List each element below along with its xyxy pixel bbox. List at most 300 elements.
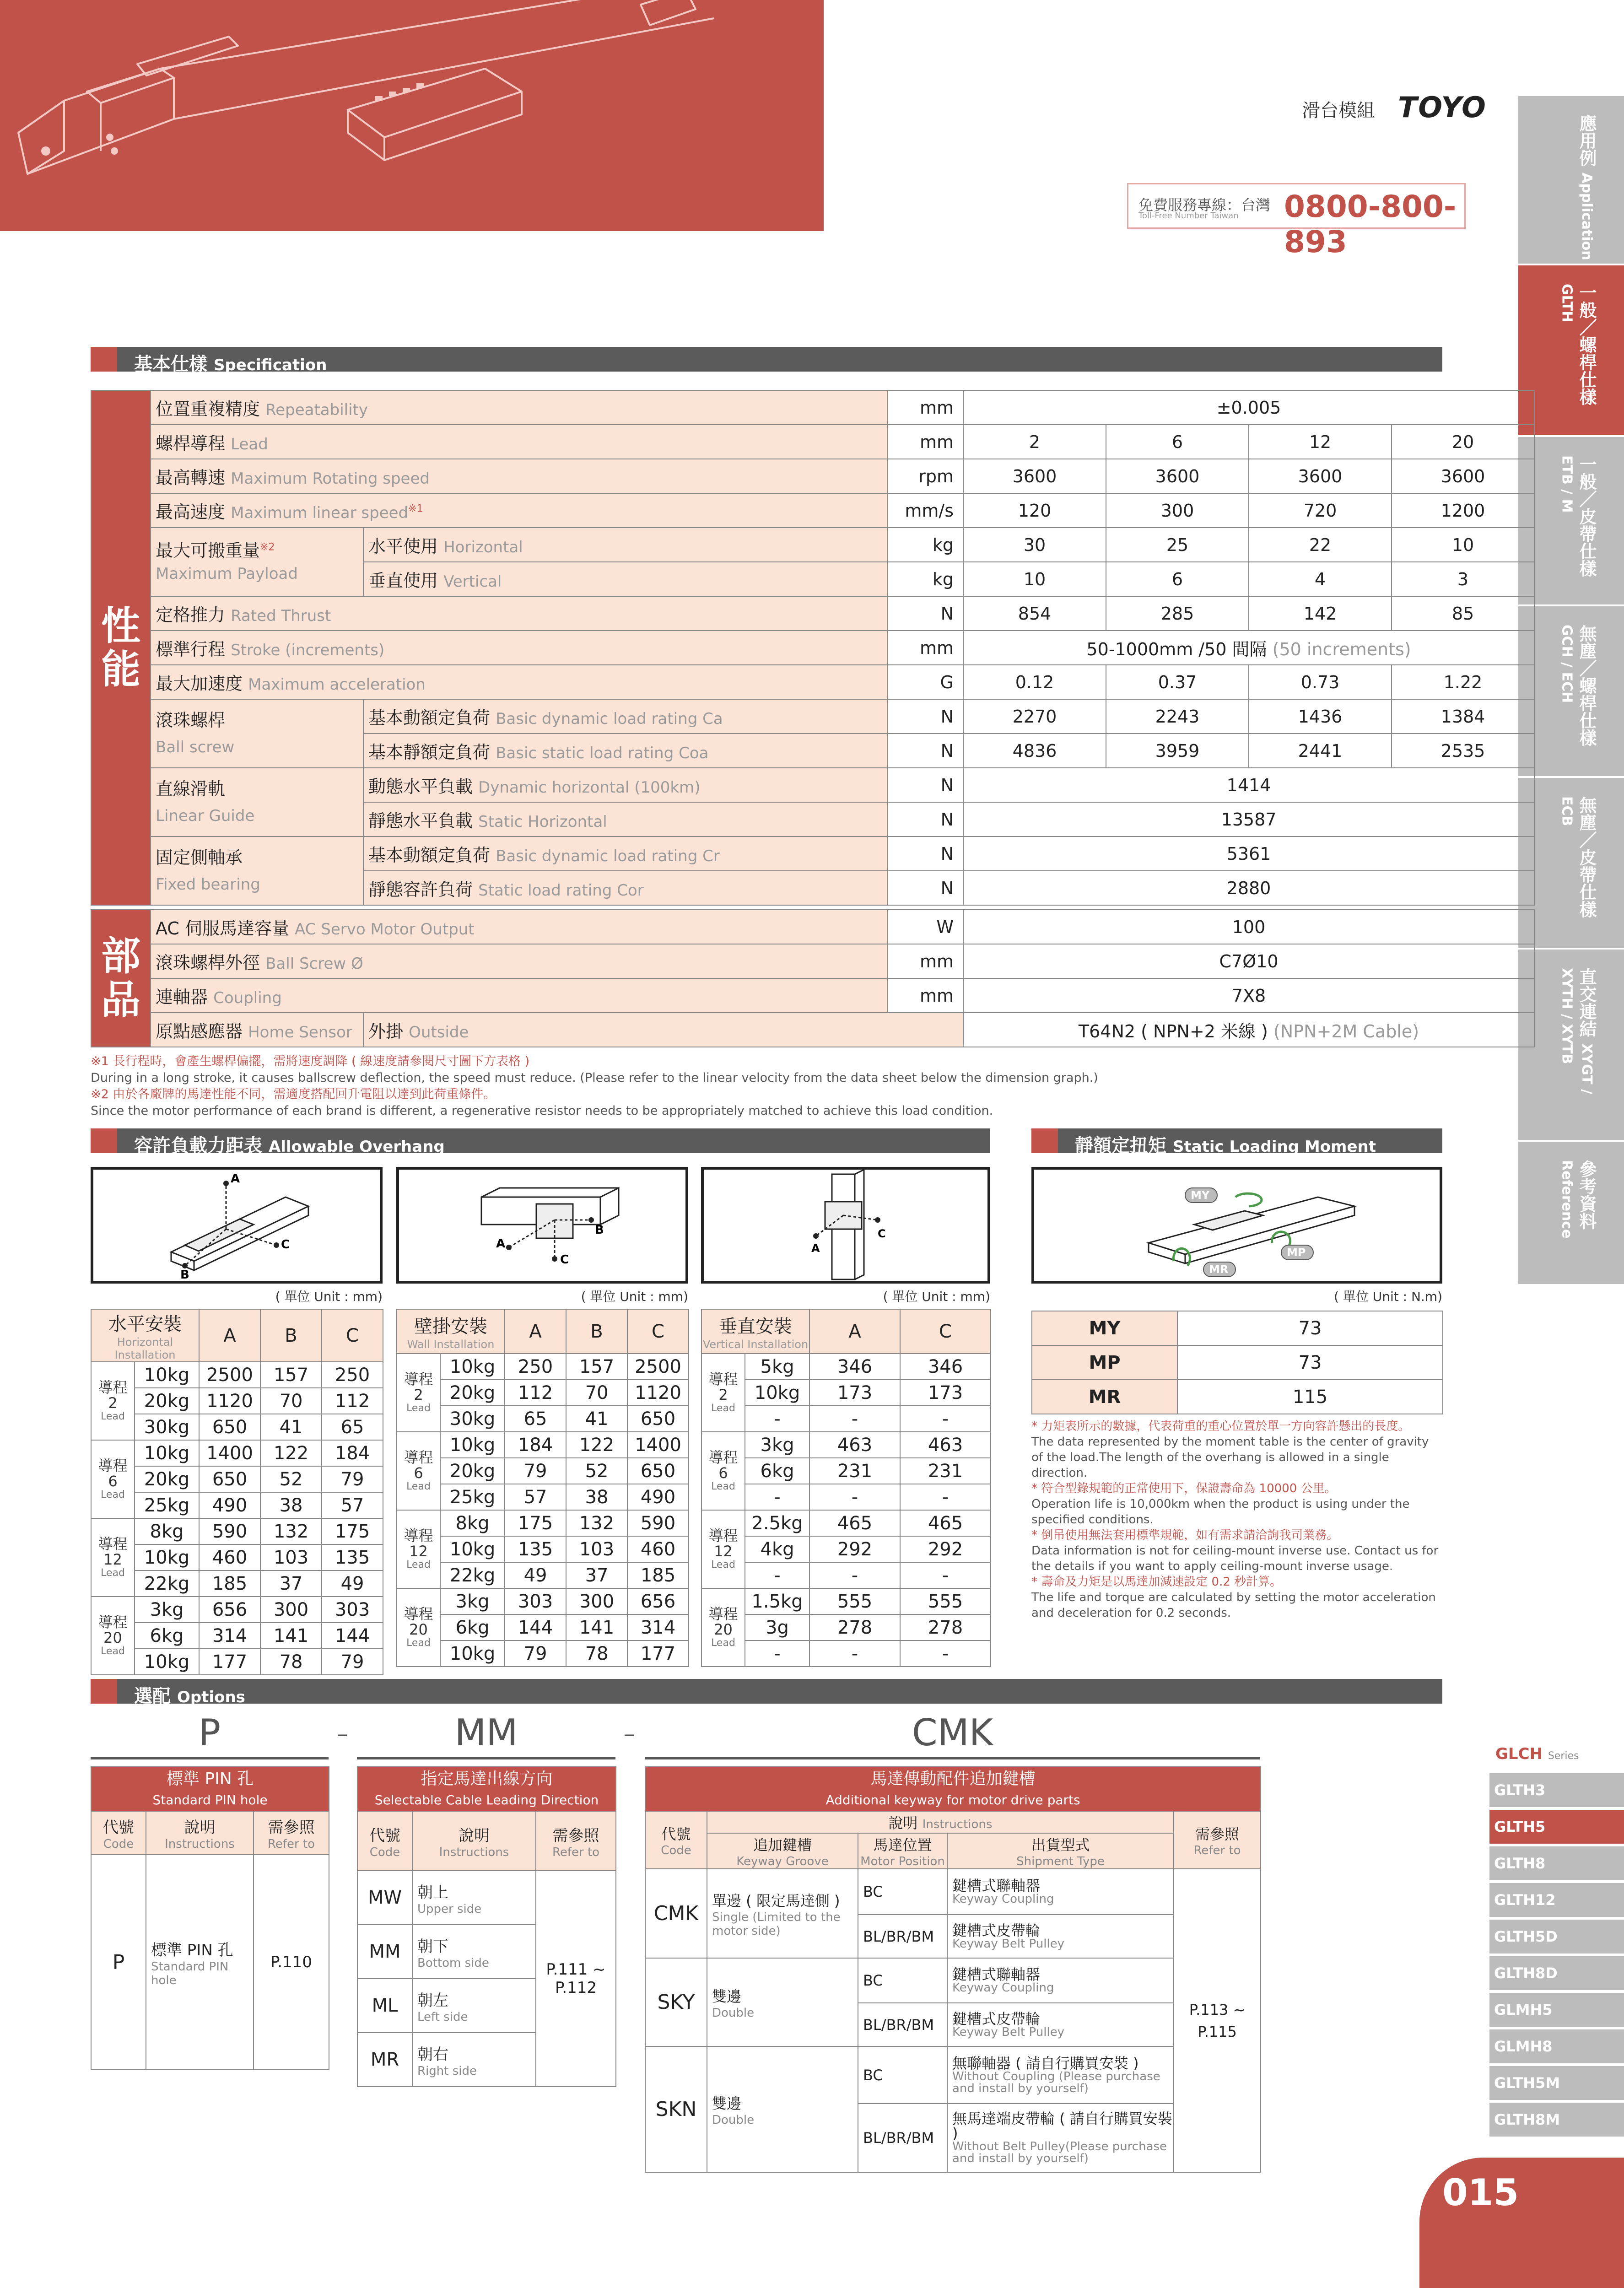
table-row [91, 1492, 383, 1518]
side-tab-label: 一般／皮帶仕樣 [1576, 455, 1597, 577]
overhang-value: 135 [322, 1544, 383, 1570]
option-desc: 單邊 ( 限定馬達側 ) [712, 1892, 840, 1910]
code-underline [645, 1757, 1260, 1759]
overhang-value: 1400 [627, 1432, 689, 1458]
moment-note-en: Operation life is 10,000km when the product is using under the specified conditions. [1031, 1497, 1410, 1527]
sub-label: 基本動額定負荷 [368, 845, 491, 865]
option-title: 指定馬達出線方向 [421, 1770, 553, 1789]
option-ref: P.113 ~ P.115 [1174, 1869, 1261, 2172]
overhang-value: 250 [505, 1354, 566, 1380]
load-cell: 25kg [135, 1492, 199, 1518]
overhang-value: 157 [566, 1354, 627, 1380]
series-item[interactable]: GLTH8D [1489, 1956, 1624, 1990]
side-tab-label: 無塵／皮帶仕樣 [1576, 796, 1597, 918]
th-instructions: 說明 [184, 1819, 216, 1837]
load-cell: 10kg [745, 1380, 809, 1406]
diagram-label-b: B [595, 1223, 604, 1237]
overhang-value: 177 [627, 1640, 689, 1667]
table-row [701, 1432, 991, 1458]
overhang-value: 650 [199, 1414, 260, 1440]
option-code: SKN [645, 2046, 707, 2172]
option-desc-en: Bottom side [417, 1956, 489, 1970]
series-item[interactable]: GLTH5M [1489, 2066, 1624, 2100]
sub-label: 水平使用 [368, 536, 438, 556]
note-2-en: Since the motor performance of each brand is different, a regenerative resistor needs to be appropriately matched to achieve this load condition. [91, 1104, 993, 1118]
lead-cell [91, 1440, 135, 1518]
sub-label: 外掛 [368, 1021, 404, 1041]
overhang-value: 1400 [199, 1440, 260, 1466]
cable-direction-table [357, 1766, 616, 2087]
option-title: 標準 PIN 孔 [166, 1770, 254, 1789]
table-row [91, 1623, 383, 1649]
value: 3600 [1106, 459, 1249, 493]
load-cell: 10kg [440, 1536, 505, 1562]
option-desc: 朝下 [417, 1937, 448, 1956]
lead-cell [397, 1354, 440, 1432]
overhang-section-header [91, 1128, 990, 1156]
overhang-value: 132 [260, 1518, 322, 1544]
shipment-type-en: Keyway Coupling [952, 1892, 1054, 1906]
table-row [397, 1406, 689, 1432]
overhang-value: 346 [900, 1354, 991, 1380]
label-screw-dia: 滾珠螺桿外徑 [156, 953, 260, 973]
value: ±0.005 [963, 390, 1534, 425]
value: 285 [1106, 596, 1249, 631]
th-refer-en: Refer to [552, 1845, 600, 1859]
lead-value: 12 [714, 1542, 733, 1560]
lead-label: 導程 [98, 1613, 128, 1631]
table-row [701, 1640, 991, 1667]
label-guide: 直線滑軌 [156, 779, 226, 799]
value: 20 [1392, 425, 1534, 459]
unit-label: ( 單位 Unit : mm) [883, 1289, 990, 1304]
value: 30 [963, 528, 1106, 562]
load-cell: 10kg [135, 1362, 199, 1388]
th-instructions-en: Instructions [922, 1818, 993, 1831]
option-desc: 雙邊 [712, 1987, 742, 2005]
moment-key: MP [1032, 1345, 1177, 1380]
option-code: SKY [645, 1958, 707, 2046]
section-title-en: Options [177, 1688, 245, 1706]
series-item[interactable]: GLTH8M [1489, 2103, 1624, 2137]
col-header: A [809, 1309, 900, 1354]
moment-note-en: The data represented by the moment table is the center of gravity of the load.The length of the overhang is allowed in a single direction. [1031, 1435, 1429, 1480]
code-separator: – [623, 1721, 635, 1747]
side-tab-reference[interactable] [1518, 1142, 1624, 1286]
overhang-value: 300 [260, 1597, 322, 1623]
horizontal-overhang-table [91, 1309, 383, 1675]
table-row [397, 1510, 689, 1536]
overhang-value: 144 [505, 1614, 566, 1640]
unit-label: ( 單位 Unit : mm) [581, 1289, 688, 1304]
load-cell: 25kg [440, 1484, 505, 1510]
load-cell: 1.5kg [745, 1588, 809, 1614]
overhang-value: 52 [566, 1458, 627, 1484]
col-header: B [566, 1309, 627, 1354]
motor-position: BC [858, 2046, 947, 2104]
th-code: 代號 [103, 1819, 134, 1837]
section-title-en: Static Loading Moment [1172, 1138, 1376, 1156]
lead-label-en: Lead [101, 1410, 125, 1422]
value: 3600 [1392, 459, 1534, 493]
unit: rpm [888, 459, 963, 493]
overhang-value: - [809, 1484, 900, 1510]
label-ballscrew: 滾珠螺桿 [156, 710, 226, 730]
value: 10 [1392, 528, 1534, 562]
shipment-type: 鍵槽式皮帶輪 [952, 2010, 1041, 2028]
value: 22 [1249, 528, 1392, 562]
table-row [701, 1354, 991, 1380]
section-title: 基本仕樣 [134, 354, 207, 375]
overhang-value: 490 [627, 1484, 689, 1510]
overhang-value: 303 [322, 1597, 383, 1623]
shipment-type: 無馬達端皮帶輪 ( 請自行購買安裝 ) [952, 2110, 1172, 2142]
lead-value: 6 [414, 1464, 423, 1482]
load-cell: 10kg [440, 1432, 505, 1458]
spec-parts-table [91, 909, 1535, 1047]
th-code-en: Code [369, 1845, 400, 1859]
lead-label: 導程 [708, 1449, 738, 1467]
table-row [91, 1362, 383, 1388]
code-underline [357, 1757, 615, 1759]
moment-value: 73 [1177, 1311, 1443, 1345]
value: 142 [1249, 596, 1392, 631]
lead-value: 20 [409, 1620, 428, 1638]
label-en: Basic dynamic load rating Ca [496, 710, 723, 728]
shipment-type-en: Keyway Belt Pulley [952, 2025, 1065, 2039]
note-2-zh: ※2 由於各廠牌的馬達性能不同，需適度搭配回升電阻以達到此荷重條件。 [91, 1087, 496, 1101]
motor-position: BC [858, 1958, 947, 2003]
code-underline [91, 1757, 329, 1759]
lead-value: 12 [409, 1542, 428, 1560]
unit: N [888, 768, 963, 802]
table-row [397, 1640, 689, 1667]
lead-label-en: Lead [406, 1559, 431, 1570]
col-header: C [322, 1309, 383, 1362]
overhang-value: - [809, 1640, 900, 1667]
series-item[interactable]: GLTH8 [1489, 1846, 1624, 1880]
load-cell: 10kg [440, 1640, 505, 1667]
series-item[interactable]: GLTH5 [1489, 1810, 1624, 1844]
option-code: MR [357, 2033, 412, 2087]
overhang-value: 656 [627, 1588, 689, 1614]
lead-value: 6 [718, 1464, 728, 1482]
option-code: P [91, 1855, 146, 2070]
table-row [397, 1614, 689, 1640]
table-row [397, 1354, 689, 1380]
load-cell: 6kg [745, 1458, 809, 1484]
option-code: CMK [645, 1869, 707, 1958]
value: 100 [963, 910, 1534, 944]
overhang-value: 79 [322, 1649, 383, 1675]
overhang-value: 278 [809, 1614, 900, 1640]
table-row [91, 1544, 383, 1570]
overhang-value: 231 [900, 1458, 991, 1484]
series-item[interactable]: GLMH8 [1489, 2029, 1624, 2063]
label-en: Static Horizontal [478, 813, 607, 831]
option-ref: P.110 [254, 1855, 329, 2070]
label-en: Maximum Payload [156, 565, 298, 583]
overhang-value: 78 [260, 1649, 322, 1675]
overhang-value: 185 [627, 1562, 689, 1588]
load-cell: 20kg [440, 1458, 505, 1484]
overhang-value: - [900, 1406, 991, 1432]
load-cell: 3g [745, 1614, 809, 1640]
shipment-type: 鍵槽式聯軸器 [952, 1877, 1041, 1894]
th-groove: 追加鍵槽 [753, 1836, 812, 1854]
value: 5361 [963, 836, 1534, 871]
load-cell: 2.5kg [745, 1510, 809, 1536]
table-row [91, 1518, 383, 1544]
install-title: 垂直安裝 [719, 1316, 792, 1337]
table-row [701, 1588, 991, 1614]
lead-label-en: Lead [711, 1559, 735, 1570]
overhang-value: - [809, 1562, 900, 1588]
overhang-value: 41 [260, 1414, 322, 1440]
load-cell: 3kg [135, 1597, 199, 1623]
table-row [701, 1614, 991, 1640]
overhang-value: 465 [900, 1510, 991, 1536]
table-row [701, 1536, 991, 1562]
table-row [91, 1649, 383, 1675]
th-code: 代號 [369, 1826, 400, 1845]
motor-position: BL/BR/BM [858, 2003, 947, 2046]
label-en: Vertical [443, 572, 502, 591]
overhang-value: 465 [809, 1510, 900, 1536]
label-en: Basic dynamic load rating Cr [496, 847, 720, 865]
sub-label: 基本靜額定負荷 [368, 742, 491, 762]
keyway-option-table [645, 1766, 1261, 2173]
label-payload: 最大可搬重量 [156, 540, 260, 561]
page-number-tab [1419, 2158, 1624, 2288]
side-tab-label-en: Reference [1559, 1160, 1575, 1239]
overhang-value: - [900, 1484, 991, 1510]
lead-label: 導程 [708, 1371, 738, 1388]
overhang-value: 184 [505, 1432, 566, 1458]
series-item[interactable]: GLTH12 [1489, 1883, 1624, 1917]
th-instructions-en: Instructions [439, 1845, 509, 1859]
overhang-value: - [900, 1640, 991, 1667]
overhang-value: 555 [809, 1588, 900, 1614]
horizontal-rows [91, 1362, 383, 1675]
label-en: AC Servo Motor Output [295, 920, 475, 939]
value: 0.12 [963, 665, 1106, 699]
value: 300 [1106, 493, 1249, 528]
side-tab-label-en: Application [1579, 173, 1595, 260]
group-performance: 性能 [91, 390, 151, 905]
shipment-type: 鍵槽式聯軸器 [952, 1966, 1041, 1983]
value: 1436 [1249, 699, 1392, 734]
th-instructions: 說明 [459, 1826, 490, 1845]
toyo-logo: TOYO [1398, 91, 1487, 124]
note-1-en: During in a long stroke, it causes ballscrew deflection, the speed must reduce. (Please refer to the linear velocity from the data sheet below the dimension graph.) [91, 1071, 1098, 1085]
sub-label: 靜態水平負載 [368, 811, 473, 831]
wall-rows [397, 1354, 689, 1667]
option-desc-en: Double [712, 2113, 755, 2127]
th-position-en: Motor Position [860, 1855, 945, 1868]
load-cell: 6kg [135, 1623, 199, 1649]
value: 0.37 [1106, 665, 1249, 699]
label-coupling: 連軸器 [156, 987, 208, 1007]
label-en: Maximum Rotating speed [231, 469, 430, 488]
toll-free-number: 0800-800-893 [1284, 189, 1457, 259]
moment-key: MR [1032, 1380, 1177, 1414]
table-row [397, 1536, 689, 1562]
lead-cell [701, 1432, 745, 1510]
unit: mm [888, 631, 963, 665]
unit-label: ( 單位 Unit : mm) [275, 1289, 383, 1304]
moment-label-mp: MP [1287, 1246, 1306, 1259]
shipment-type: 鍵槽式皮帶輪 [952, 1921, 1041, 1939]
col-header: A [505, 1309, 566, 1354]
load-cell: 6kg [440, 1614, 505, 1640]
options-section-header [91, 1679, 1442, 1707]
overhang-value: 2500 [199, 1362, 260, 1388]
overhang-value: 314 [199, 1623, 260, 1649]
lead-cell [397, 1432, 440, 1510]
label-en: Maximum acceleration [248, 675, 426, 694]
load-cell: 10kg [135, 1544, 199, 1570]
label-en: Maximum linear speed [231, 504, 409, 522]
value: 6 [1106, 562, 1249, 596]
code-separator: – [336, 1721, 348, 1747]
table-row [397, 1588, 689, 1614]
moment-note-en: Data information is not for ceiling-mount inverse use. Contact us for the details if you want to apply ceiling-mount inverse usage. [1031, 1544, 1439, 1573]
diagram-label-a: A [496, 1237, 506, 1251]
table-row [91, 1440, 383, 1466]
table-row [701, 1380, 991, 1406]
overhang-value: 173 [900, 1380, 991, 1406]
option-desc-en: Left side [417, 2010, 468, 2024]
side-tab-label-en: GCH / ECH [1559, 625, 1575, 703]
value: 4 [1249, 562, 1392, 596]
moment-key: MY [1032, 1311, 1177, 1345]
th-code-en: Code [661, 1844, 691, 1857]
unit: N [888, 871, 963, 905]
overhang-value: 292 [809, 1536, 900, 1562]
load-cell: 10kg [440, 1354, 505, 1380]
side-tab-label: 應用例 [1576, 114, 1597, 167]
overhang-value: 184 [322, 1440, 383, 1466]
horizontal-install-diagram [91, 1167, 383, 1284]
th-code-en: Code [103, 1837, 134, 1851]
value: 85 [1392, 596, 1534, 631]
series-item[interactable]: GLTH3 [1489, 1773, 1624, 1807]
overhang-value: 65 [505, 1406, 566, 1432]
group-parts: 部品 [91, 910, 151, 1047]
shipment-type-en: Without Belt Pulley(Please purchase and install by yourself) [952, 2140, 1167, 2165]
side-tab-label-en: XYGT / XYTH / XYTB [1559, 968, 1595, 1095]
lead-cell [701, 1588, 745, 1667]
overhang-value: 650 [199, 1466, 260, 1492]
lead-value: 2 [414, 1386, 423, 1403]
side-tab-application[interactable] [1518, 96, 1624, 265]
value: 2270 [963, 699, 1106, 734]
motor-position: BL/BR/BM [858, 1915, 947, 1958]
label-en: Dynamic horizontal (100km) [478, 778, 701, 797]
load-cell: - [745, 1484, 809, 1510]
col-header: A [199, 1309, 260, 1362]
lead-label: 導程 [404, 1527, 433, 1545]
diagram-label-c: C [878, 1227, 886, 1240]
load-cell: - [745, 1562, 809, 1588]
sub-label: 動態水平負載 [368, 777, 473, 797]
overhang-value: 112 [322, 1388, 383, 1414]
lead-cell [91, 1518, 135, 1597]
th-refer-en: Refer to [1193, 1844, 1241, 1857]
shipment-type-en: Keyway Belt Pulley [952, 1937, 1065, 1951]
value: 3 [1392, 562, 1534, 596]
overhang-value: 52 [260, 1466, 322, 1492]
sub-label: 垂直使用 [368, 571, 438, 591]
unit: mm [888, 390, 963, 425]
wall-install-diagram [396, 1167, 688, 1284]
label-en: Outside [409, 1023, 469, 1041]
series-item[interactable]: GLMH5 [1489, 1993, 1624, 2027]
moment-note-en: The life and torque are calculated by setting the motor acceleration and deceleration for 0.2 seconds. [1031, 1591, 1436, 1620]
lead-label: 導程 [708, 1605, 738, 1623]
option-ref: P.111 ~ P.112 [536, 1871, 616, 2087]
vertical-install-diagram [701, 1167, 990, 1284]
overhang-value: 650 [627, 1406, 689, 1432]
table-row [397, 1484, 689, 1510]
option-desc-en: Double [712, 2006, 755, 2020]
unit: N [888, 699, 963, 734]
lead-value: 20 [103, 1629, 122, 1646]
unit: N [888, 596, 963, 631]
overhang-value: 70 [566, 1380, 627, 1406]
lead-label-en: Lead [711, 1402, 735, 1414]
label-rot-speed: 最高轉速 [156, 468, 226, 488]
option-title: 馬達傳動配件追加鍵槽 [870, 1770, 1036, 1789]
overhang-value: 79 [322, 1466, 383, 1492]
series-item[interactable]: GLTH5D [1489, 1920, 1624, 1953]
moment-note-zh: * 壽命及力矩是以馬達加減速設定 0.2 秒計算。 [1031, 1575, 1282, 1589]
option-desc: 標準 PIN 孔 [151, 1941, 233, 1959]
side-tab-label: 無塵／螺桿仕樣 [1576, 625, 1597, 746]
load-cell: 10kg [135, 1440, 199, 1466]
overhang-value: 57 [505, 1484, 566, 1510]
motor-position: BL/BR/BM [858, 2104, 947, 2172]
load-cell: - [745, 1406, 809, 1432]
load-cell: 30kg [135, 1414, 199, 1440]
option-code-p: P [198, 1711, 221, 1754]
table-row [91, 1597, 383, 1623]
option-desc: 朝上 [417, 1883, 448, 1902]
load-cell: - [745, 1640, 809, 1667]
spec-notes [91, 1053, 1442, 1119]
overhang-value: 278 [900, 1614, 991, 1640]
value: 1414 [963, 768, 1534, 802]
value: 2441 [1249, 734, 1392, 768]
label-stroke: 標準行程 [156, 639, 226, 659]
label-lead: 螺桿導程 [156, 433, 226, 453]
sub-label: 基本動額定負荷 [368, 708, 491, 728]
diagram-label-c: C [560, 1253, 569, 1267]
value: 2243 [1106, 699, 1249, 734]
th-instructions-en: Instructions [165, 1837, 235, 1851]
overhang-value: 37 [260, 1570, 322, 1597]
value-en: (NPN+2M Cable) [1273, 1021, 1419, 1041]
overhang-value: 314 [627, 1614, 689, 1640]
label-en: Linear Guide [156, 807, 255, 825]
label-en: Rated Thrust [231, 607, 331, 625]
value: 120 [963, 493, 1106, 528]
lead-label-en: Lead [101, 1567, 125, 1579]
spec-section-header [91, 347, 1442, 375]
unit: mm/s [888, 493, 963, 528]
table-row [397, 1432, 689, 1458]
